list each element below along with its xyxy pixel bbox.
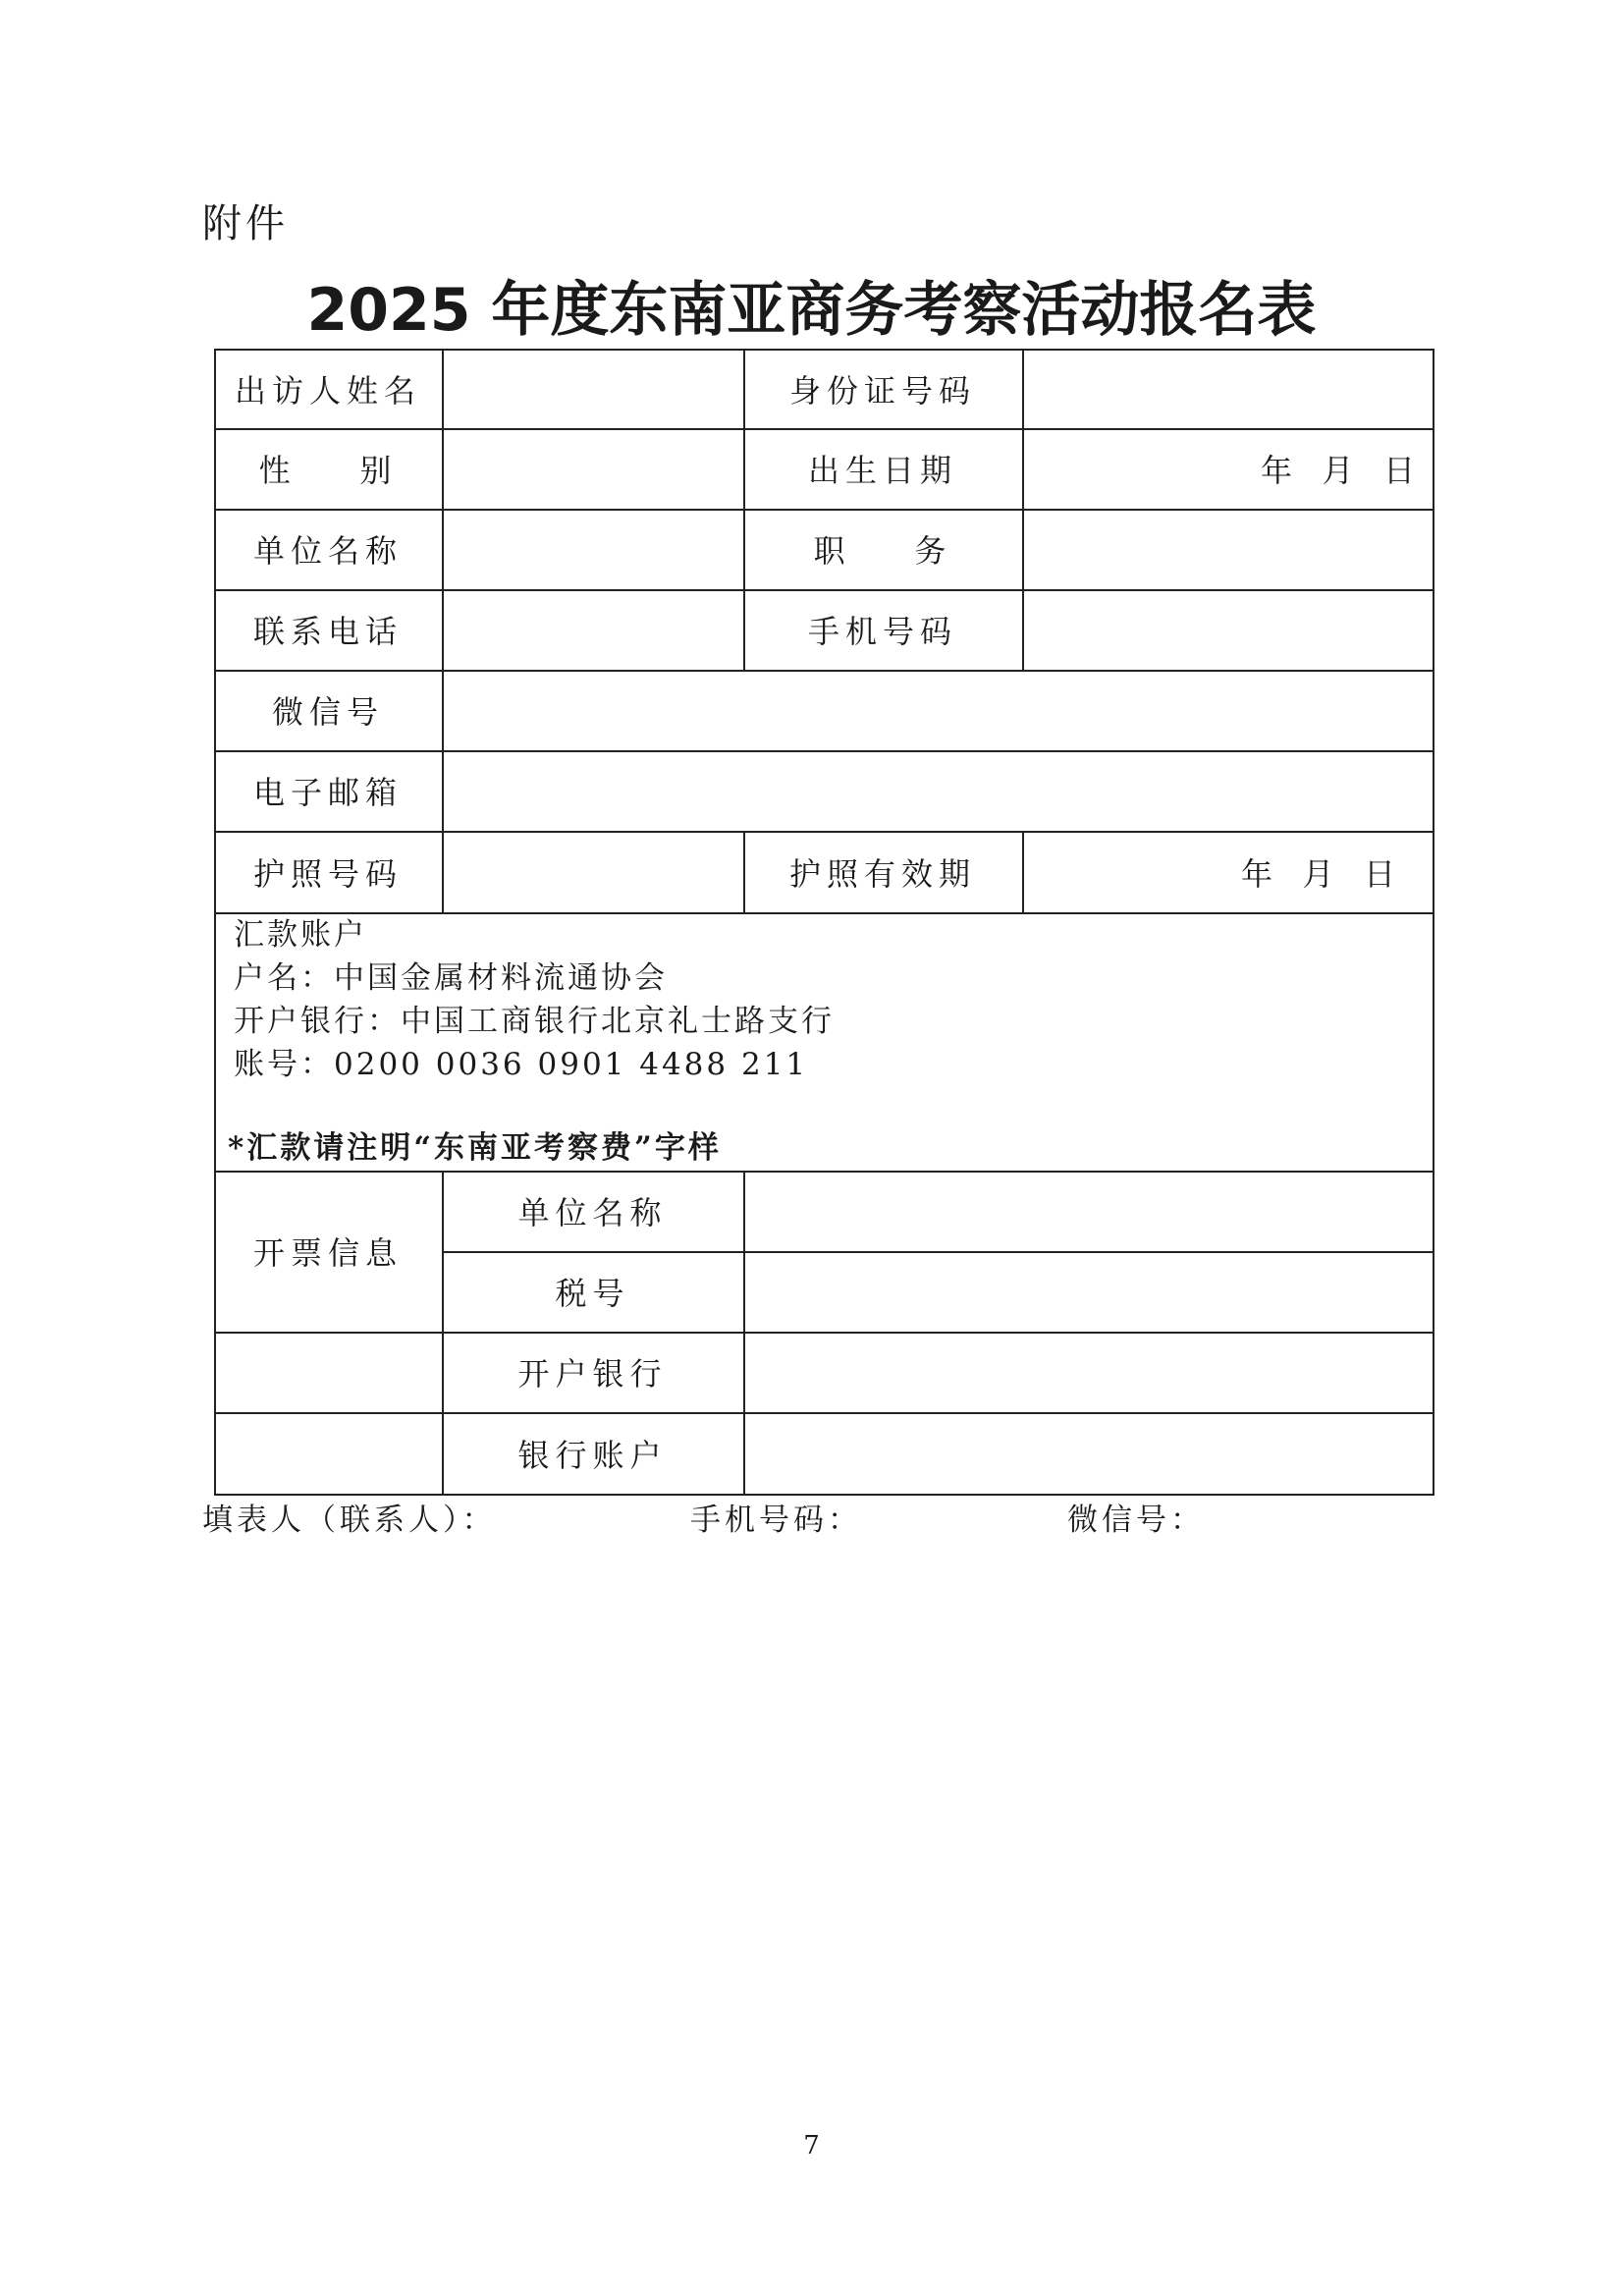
position-field[interactable] — [1022, 509, 1434, 589]
invoice-bank-field[interactable] — [743, 1332, 1434, 1412]
blank-cell — [214, 1332, 442, 1412]
phone-label: 联系电话 — [252, 613, 403, 650]
bank-name: 开户银行：中国工商银行北京礼士路支行 — [234, 1004, 835, 1039]
bank-account-field[interactable] — [743, 1412, 1434, 1494]
invoice-company-field[interactable] — [743, 1171, 1434, 1251]
passport-expiry-label: 护照有效期 — [788, 854, 976, 893]
page-number: 7 — [803, 2131, 820, 2160]
passport-number-label: 护照号码 — [252, 854, 403, 893]
page-title: 2025 年度东南亚商务考察活动报名表 — [306, 276, 1317, 345]
wechat-label: 微信号 — [271, 693, 384, 731]
invoice-company-label: 单位名称 — [517, 1194, 668, 1231]
phone-field[interactable] — [442, 589, 743, 670]
remittance-note: *汇款请注明“东南亚考察费”字样 — [228, 1130, 722, 1166]
filler-label: 填表人（联系人）： — [202, 1503, 497, 1538]
footer-wechat-label: 微信号： — [1067, 1503, 1205, 1538]
passport-number-field[interactable] — [442, 831, 743, 912]
email-field[interactable] — [442, 750, 1434, 831]
company-name-field[interactable] — [442, 509, 743, 589]
remittance-heading: 汇款账户 — [234, 917, 367, 953]
mobile-label: 手机号码 — [807, 613, 957, 650]
visitor-name-label: 出访人姓名 — [234, 371, 421, 410]
remittance-info — [234, 913, 835, 1086]
attachment-label: 附件 — [202, 201, 289, 246]
gender-field[interactable] — [442, 428, 743, 509]
mobile-field[interactable] — [1022, 589, 1434, 670]
tax-number-field[interactable] — [743, 1251, 1434, 1332]
id-number-field[interactable] — [1022, 349, 1434, 428]
tax-number-label: 税号 — [555, 1275, 630, 1312]
company-name-label: 单位名称 — [252, 532, 403, 570]
email-label: 电子邮箱 — [252, 774, 403, 811]
footer-mobile-label: 手机号码： — [690, 1503, 862, 1538]
invoice-info-label: 开票信息 — [252, 1234, 403, 1272]
registration-form — [214, 349, 1434, 1496]
bank-account-label: 银行账户 — [517, 1436, 668, 1474]
birth-date-field[interactable]: 年 月 日 — [1260, 452, 1415, 489]
account-name: 户名：中国金属材料流通协会 — [234, 960, 668, 996]
account-number: 账号：0200 0036 0901 4488 211 — [234, 1047, 809, 1082]
visitor-name-field[interactable] — [442, 349, 743, 428]
invoice-bank-label: 开户银行 — [517, 1355, 668, 1393]
blank-cell — [214, 1412, 442, 1494]
gender-label: 性 别 — [258, 452, 398, 489]
birth-date-label: 出生日期 — [807, 452, 957, 489]
position-label: 职 务 — [813, 532, 952, 570]
passport-expiry-field[interactable]: 年 月 日 — [1240, 854, 1395, 893]
id-number-label: 身份证号码 — [788, 371, 976, 410]
wechat-field[interactable] — [442, 670, 1434, 750]
